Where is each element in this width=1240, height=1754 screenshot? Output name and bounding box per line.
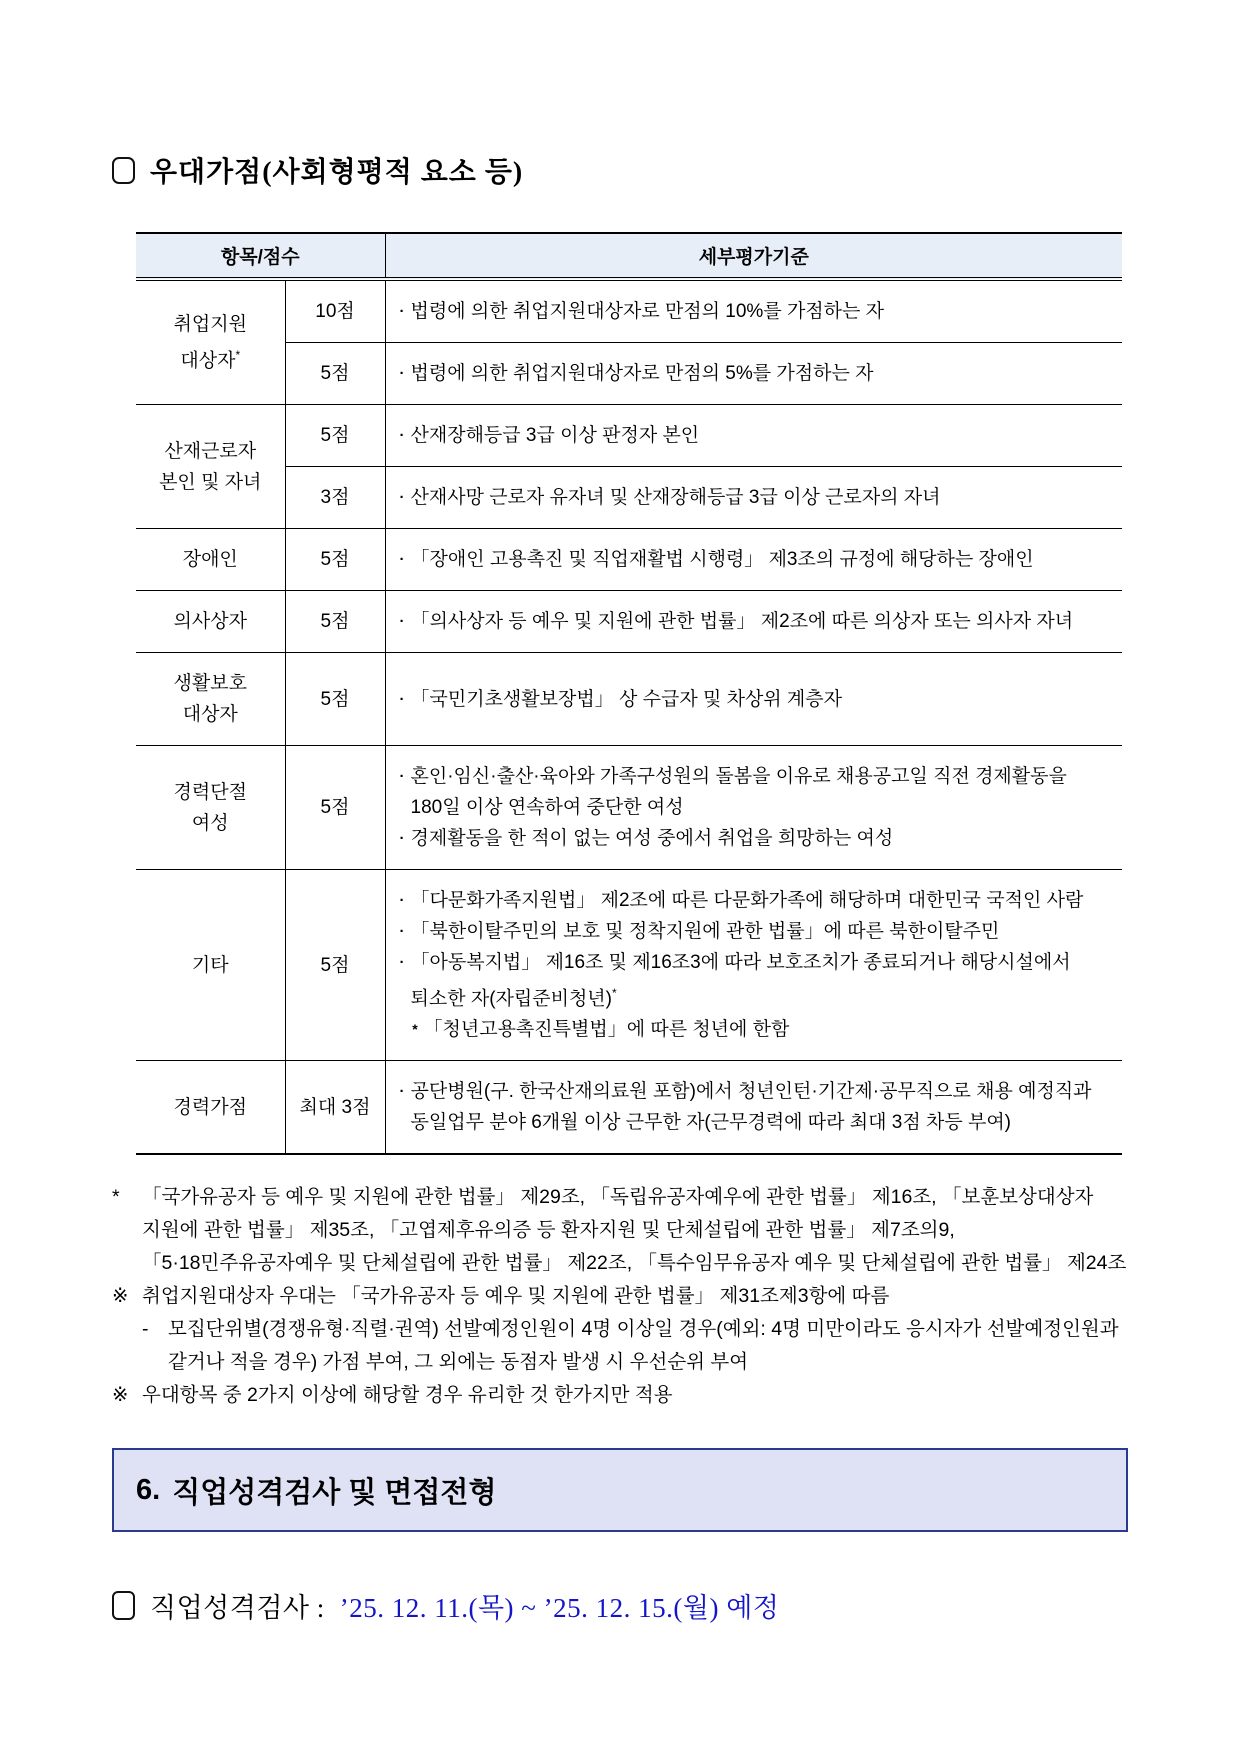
table-row — [136, 591, 1122, 653]
criteria-cell — [385, 870, 1122, 1061]
score-cell: 5점 — [285, 343, 385, 405]
bullet-marker: · — [399, 489, 405, 506]
criteria-text: 「아동복지법」 제16조 및 제16조3에 따라 보호조치가 종료되거나 해당시설에서 퇴소한 자(자립준비청년)* — [410, 952, 1071, 1010]
table-row — [136, 746, 1122, 870]
bullet-marker: · — [399, 830, 405, 847]
criteria-bullet — [394, 684, 1113, 715]
item-cell — [136, 746, 285, 870]
checkbox-icon — [112, 157, 135, 184]
item-cell — [136, 1061, 285, 1155]
criteria-bullet — [394, 482, 1113, 513]
item-line: 본인 및 자녀 — [159, 471, 262, 493]
footnote-text: 모집단위별(경쟁유형·직렬·권역) 선발예정인원이 4명 이상일 경우(예외: 4명 미만이라도 응시자가 선발예정인원과 같거나 적을 경우) 가점 부여, 그 외에는 동점자 발생 시 우선순위 부여 — [168, 1318, 1119, 1374]
item-cell — [136, 405, 285, 529]
footnote-item — [112, 1379, 1128, 1412]
criteria-bullet — [394, 1076, 1113, 1138]
bullet-marker: · — [399, 768, 405, 785]
criteria-bullet — [394, 761, 1113, 823]
criteria-bullet — [394, 358, 1113, 389]
criteria-text: 「북한이탈주민의 보호 및 정착지원에 관한 법률」에 따른 북한이탈주민 — [410, 921, 1000, 942]
item-line: 의사상자 — [173, 611, 247, 632]
item-cell — [136, 870, 285, 1061]
criteria-cell — [385, 405, 1122, 467]
bullet-marker: · — [399, 303, 405, 320]
score-cell: 5점 — [285, 746, 385, 870]
score-cell: 최대 3점 — [285, 1061, 385, 1155]
criteria-cell — [385, 591, 1122, 653]
criteria-bullet — [394, 916, 1113, 947]
footnote-marker: ※ — [112, 1384, 129, 1407]
bullet-marker: · — [399, 427, 405, 444]
footnote-marker: * — [112, 1186, 120, 1209]
criteria-text: 공단병원(구. 한국산재의료원 포함)에서 청년인턴·기간제·공무직으로 채용 예정직과 동일업무 분야 6개월 이상 근무한 자(근무경력에 따라 최대 3점 차등 부여) — [410, 1081, 1092, 1134]
bullet-marker: · — [399, 892, 405, 909]
criteria-cell — [385, 653, 1122, 746]
footnote-text: 우대항목 중 2가지 이상에 해당할 경우 유리한 것 한가지만 적용 — [142, 1384, 673, 1407]
criteria-text: 「다문화가족지원법」 제2조에 따른 다문화가족에 해당하며 대한민국 국적인 사람 — [410, 890, 1084, 911]
criteria-bullet — [394, 823, 1113, 854]
criteria-text: 법령에 의한 취업지원대상자로 만점의 5%를 가점하는 자 — [410, 363, 874, 384]
item-cell — [136, 653, 285, 746]
table-header-criteria: 세부평가기준 — [385, 233, 1122, 279]
footnote-text: 「국가유공자 등 예우 및 지원에 관한 법률」 제29조, 「독립유공자예우에 관한 법률」 제16조, 「보훈보상대상자 지원에 관한 법률」 제35조, 「고엽제후유의증 등 환자지원 및 단체설립에 관한 법률」 제7조의9, 「5·18민주유공자예우 및 단체설립에 관한 법률」 제22조, 「특수임무유공자 예우 및 단체설립에 관한 법률」 제24조 — [142, 1186, 1127, 1275]
criteria-table — [136, 232, 1122, 1155]
footnotes — [112, 1181, 1128, 1412]
table-row — [136, 653, 1122, 746]
criteria-cell — [385, 343, 1122, 405]
criteria-cell — [385, 1061, 1122, 1155]
criteria-bullet — [394, 544, 1113, 575]
score-cell: 5점 — [285, 591, 385, 653]
criteria-text: 경제활동을 한 적이 없는 여성 중에서 취업을 희망하는 여성 — [410, 828, 894, 849]
item-line: 경력단절 — [173, 781, 247, 803]
score-cell: 5점 — [285, 529, 385, 591]
item-cell — [136, 591, 285, 653]
item-line: 생활보호 — [173, 673, 247, 694]
criteria-cell — [385, 467, 1122, 529]
footnote-text: 취업지원대상자 우대는 「국가유공자 등 예우 및 지원에 관한 법률」 제31조제3항에 따름 — [142, 1285, 890, 1308]
criteria-text: 「국민기초생활보장법」 상 수급자 및 차상위 계층자 — [410, 688, 842, 710]
section-title: 직업성격검사 및 면접전형 — [172, 1476, 497, 1509]
item-line: 장애인 — [182, 549, 238, 570]
criteria-bullet — [394, 420, 1113, 451]
score-cell: 10점 — [285, 279, 385, 343]
criteria-cell — [385, 529, 1122, 591]
item-line: 대상자* — [180, 347, 241, 372]
score-cell: 5점 — [285, 870, 385, 1061]
page-heading-text: 우대가점(사회형평적 요소 등) — [150, 157, 524, 188]
item-line: 기타 — [191, 954, 229, 976]
footnote-item — [142, 1313, 1128, 1379]
page-heading — [112, 150, 1128, 190]
item-line: 여성 — [191, 812, 229, 834]
criteria-text: 법령에 의한 취업지원대상자로 만점의 10%를 가점하는 자 — [410, 301, 885, 322]
item-line: 대상자 — [182, 704, 238, 725]
criteria-cell — [385, 279, 1122, 343]
checkbox-icon — [112, 1591, 135, 1620]
item-line: 경력가점 — [173, 1096, 247, 1118]
item-cell — [136, 279, 285, 405]
criteria-bullet — [394, 296, 1113, 327]
table-row — [136, 405, 1122, 467]
table-row — [136, 279, 1122, 343]
bullet-marker: · — [399, 690, 405, 708]
criteria-text: 「장애인 고용촉진 및 직업재활법 시행령」 제3조의 규정에 해당하는 장애인 — [410, 549, 1034, 570]
bullet-marker: · — [399, 365, 405, 382]
bullet-marker: · — [399, 613, 405, 630]
table-row — [136, 870, 1122, 1061]
section-heading — [112, 1448, 1128, 1532]
section-number: 6. — [136, 1473, 161, 1506]
bullet-marker: * — [412, 1021, 418, 1038]
criteria-text: 산재사망 근로자 유자녀 및 산재장해등급 3급 이상 근로자의 자녀 — [410, 487, 941, 508]
bullet-marker: · — [399, 954, 405, 971]
table-header-row — [136, 233, 1122, 279]
item-cell — [136, 529, 285, 591]
criteria-bullet — [394, 947, 1113, 1014]
footnote-marker: ※ — [112, 1285, 129, 1308]
exam-label: 직업성격검사 : — [150, 1593, 325, 1624]
bullet-marker: · — [399, 551, 405, 568]
footnote-item — [112, 1181, 1128, 1280]
table-row — [136, 529, 1122, 591]
table-row — [136, 1061, 1122, 1155]
criteria-bullet — [407, 1014, 1113, 1045]
criteria-text: 「청년고용촉진특별법」에 따른 청년에 한함 — [423, 1019, 790, 1041]
item-line: 취업지원 — [173, 313, 247, 335]
bullet-marker: · — [399, 923, 405, 940]
bullet-marker: · — [399, 1083, 405, 1101]
score-cell: 5점 — [285, 653, 385, 746]
criteria-table-body — [136, 279, 1122, 1154]
table-header-item: 항목/점수 — [136, 233, 385, 279]
criteria-bullet — [394, 606, 1113, 637]
score-cell: 5점 — [285, 405, 385, 467]
footnote-item — [112, 1280, 1128, 1313]
criteria-text: 산재장해등급 3급 이상 판정자 본인 — [410, 425, 700, 446]
criteria-text: 혼인·임신·출산·육아와 가족구성원의 돌봄을 이유로 채용공고일 직전 경제활동을 180일 이상 연속하여 중단한 여성 — [410, 766, 1067, 818]
exam-schedule-line — [112, 1586, 1128, 1625]
exam-date: ’25. 12. 11.(목) ~ ’25. 12. 15.(월) 예정 — [339, 1593, 780, 1624]
item-line: 산재근로자 — [164, 440, 257, 462]
criteria-cell — [385, 746, 1122, 870]
score-cell: 3점 — [285, 467, 385, 529]
criteria-bullet — [394, 885, 1113, 916]
criteria-text: 「의사상자 등 예우 및 지원에 관한 법률」 제2조에 따른 의상자 또는 의사자 자녀 — [410, 611, 1074, 632]
footnote-marker: - — [142, 1318, 149, 1341]
